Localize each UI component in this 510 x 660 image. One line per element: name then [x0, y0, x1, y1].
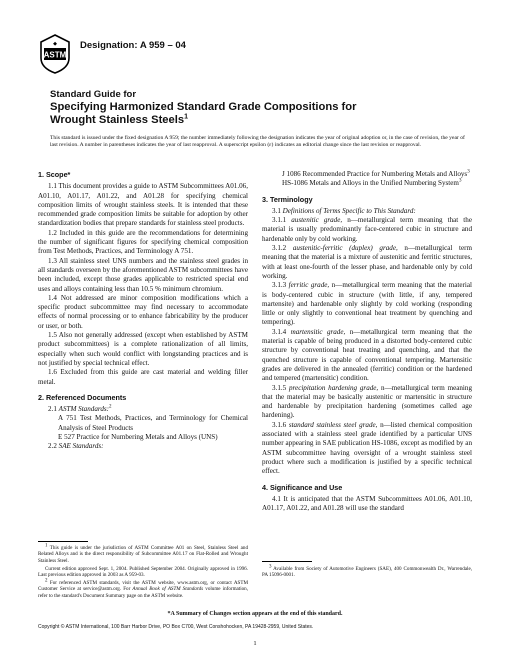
footnote-rule-left [38, 541, 88, 542]
paragraph-1-1: 1.1 This document provides a guide to ASTM Subcommittees A01.06, A01.10, A01.17, A01.22, and A01.28 for specifying chemical composition limits of wrought stainless steels. It is intended that these recommended grade composition limits be suitable for adoption by other standardization bodies that prepare standards for stainless steel products. [38, 182, 248, 228]
footnote-1: $^1$ This guide is under the jurisdiction of ASTM Committee A01 on Steel, Stainless Steel and Related Alloys and is the direct responsibility of Subcommittee A01.17 on Flat-Rolled and Wrought Stainless Steel. [38, 543, 248, 564]
title-line-3: Wrought Stainless Steels$^1$ [50, 113, 188, 126]
paragraph-3-1-5: 3.1.5 precipitation hardening grade, n—metallurgical term meaning that the material may be basically austenitic or martensitic in structure and hardenable by precipitation hardening (sometimes called age hardening). [262, 383, 472, 420]
right-column [262, 170, 472, 513]
astm-logo-icon [38, 34, 72, 74]
footnote-2: $^2$ For referenced ASTM standards, visit the ASTM website, www.astm.org, or contact ASTM Customer Service at service@astm.org. For Annual Book of ASTM Standards volume information, refer to the standard's Document Summary page on the ASTM website. [38, 578, 248, 599]
footnotes-right [262, 566, 472, 580]
paragraph-1-5: 1.5 Also not generally addressed (except when established by ASTM product subcommittees) is a complete rationalization of all limits, especially when such would conflict with longstanding practices and is not justified by special technical effect. [38, 331, 248, 367]
paragraph-2-1: 2.1 ASTM Standards:$^2$ [48, 404, 112, 414]
footnote-rule-right [262, 561, 312, 562]
paragraph-3-1-2: 3.1.2 austenitic-ferritic (duplex) grade, n—metallurgical term meaning that the material is a mixture of austenitic and ferritic structures, with at least one-fourth of the lesser phase, and hardenable only by cold working. [262, 244, 472, 280]
left-column [38, 170, 248, 452]
section-heading-significance: 4. Significance and Use [262, 482, 343, 492]
paragraph-3-1: 3.1 Definitions of Terms Specific to This Standard: [272, 206, 416, 215]
paragraph-1-3: 1.3 All stainless steel UNS numbers and the stainless steel grades in all standards overseen by the aforementioned ASTM subcommittees have been included, except those grades applicable to restricted special end uses and alloys containing less than 10.5 % minimum chromium. [38, 256, 248, 293]
svg-text:ASTM: ASTM [43, 50, 67, 60]
paragraph-3-1-6: 3.1.6 standard stainless steel grade, n—listed chemical composition associated with a stainless steel grade identified by a particular UNS number appearing in SAE publication HS-1086, except as modified by an ASTM subcommittee having oversight of a wrought stainless steel product where such a modification is justified by a specific technical effect. [262, 420, 473, 476]
designation: Designation: A 959 – 04 [80, 40, 186, 51]
paragraph-1-2: 1.2 Included in this guide are the recommendations for determining the number of significant figures for specifying chemical composition from Test Methods, Practices, and Terminology A 751. [38, 228, 248, 256]
document-title [50, 89, 470, 127]
section-heading-referenced-documents: 2. Referenced Documents [38, 392, 127, 402]
footnotes-left [38, 545, 248, 601]
paragraph-3-1-1: 3.1.1 austenitic grade, n—metallurgical term meaning that the material is usually predominantly face-centered cubic in structure and hardenable only by cold working. [262, 216, 472, 243]
page-number: 1 [253, 640, 257, 647]
title-line-1: Standard Guide for [50, 89, 137, 100]
footnote-1-edition: Current edition approved Sept. 1, 2004. Published September 2004. Originally approved in 1996. Last previous edition approved in 2003 as A 959-03. [38, 565, 248, 579]
issue-note: This standard is issued under the fixed designation A 959; the number immediately following the designation indicates the year of original adoption or, in the case of revision, the year of last revision. A number in parentheses indicates the year of last reapproval. A superscript epsilon (ε) indicates an editorial change since the last revision or reapproval. [50, 135, 465, 148]
paragraph-4-1: 4.1 It is anticipated that the ASTM Subcommittees A01.06, A01.10, A01.17, A01.22, and A01.28 will use the standard [262, 494, 472, 513]
section-heading-scope: 1. Scope* [38, 170, 71, 179]
footnote-3: $^3$ Available from Society of Automotive Engineers (SAE), 400 Commonwealth Dr., Warrendale, PA 15096-0001. [262, 564, 472, 579]
section-heading-terminology: 3. Terminology [262, 194, 313, 204]
paragraph-1-6: 1.6 Excluded from this guide are cast material and welding filler metal. [38, 368, 248, 386]
paragraph-1-4: 1.4 Not addressed are minor composition modifications which a specific product subcommittee may find necessary to accommodate effects of normal processing or to enhance fabricability by the producer or user, or both. [38, 293, 248, 330]
reference-e527: E 527 Practice for Numbering Metals and Alloys (UNS) [58, 433, 218, 442]
reference-j1086: J 1086 Recommended Practice for Numbering Metals and Alloys$^3$ [282, 169, 470, 178]
paragraph-3-1-4: 3.1.4 martensitic grade, n—metallurgical term meaning that the material is capable of being produced in a distorted body-centered cubic structure by conventional heat treating and quenching, and that the quenched structure is capable of conventional tempering. Martensitic grades are delivered in the annealed (ferritic) condition or the hardened and tempered (martensitic) condition. [262, 327, 472, 383]
summary-of-changes-note: *A Summary of Changes section appears at the end of this standard. [167, 611, 343, 617]
copyright-notice: Copyright © ASTM International, 100 Barr Harbor Drive, PO Box C700, West Conshohocken, PA 19428-2959, United States. [38, 624, 314, 630]
header [38, 34, 186, 74]
reference-hs1086: HS-1086 Metals and Alloys in the Unified Numbering System$^3$ [282, 178, 462, 188]
svg-text:◆: ◆ [53, 41, 57, 47]
paragraph-2-2: 2.2 SAE Standards: [48, 442, 104, 451]
paragraph-3-1-3: 3.1.3 ferritic grade, n—metallurgical term meaning that the material is body-centered cubic in structure (with little, if any, tempered martensite) and hardenable only slightly by cold working (responding little or only slightly to conventional heat treatment by quenching and tempering). [262, 281, 472, 327]
reference-a751: A 751 Test Methods, Practices, and Terminology for Chemical Analysis of Steel Products [58, 414, 248, 432]
title-line-2: Specifying Harmonized Standard Grade Compositions for [50, 101, 357, 113]
